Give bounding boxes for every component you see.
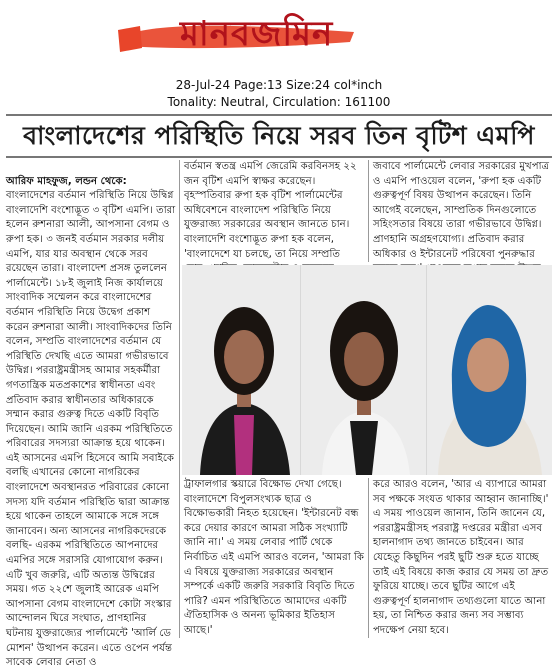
article-column-1-text: বাংলাদেশের বর্তমান পরিস্থিতি নিয়ে উদ্বিগ্ন বাংলাদেশি বংশোদ্ভূত ৩ বৃটিশ এমপি। তারা হলেন রুশনারা আলী, আপসানা বেগম ও রুপা হক। ৩ জনই বর্তমান সরকার দলীয় এমপি, যার যার অবস্থান থেকে সরব রয়েছেন তারা। বাংলাদেশ প্রসঙ্গ তুললেন পার্লামেন্টে। ১৮ই জুলাই নিজ কার্যালয়ে সাংবাদিক সম্মেলন করে বাংলাদেশের বর্তমান পরিস্থিতি নিয়ে উদ্বেগ প্রকাশ করেন রুশনারা আলী। সাংবাদিকদের তিনি বলেন, সম্প্রতি বাংলাদেশের বর্তমান যে পরিস্থিতি দেখছি এতে আমরা গভীরভাবে উদ্বিগ্ন। পররাষ্ট্রমন্ত্রীসহ আমার সহকর্মীরা গণতান্ত্রিক মতপ্রকাশের স্বাধীনতা এবং প্রতিবাদ করার স্বাধীনতার অধিকারকে সম্মান করার গুরুত্ব দিতে একটি বিবৃতি দিয়েছেন। আমি জানি এরকম পরিস্থিতিতে পরিবারের সদস্যরা আক্রান্ত হয়ে থাকেন। এই আসনের এমপি হিসেবে আমি সবাইকে বলছি এখানের কোনো নাগরিকের বাংলাদেশে অবস্থানরত পরিবারের কোনো সদস্য যদি বর্তমান পরিস্থিতি দ্বারা আক্রান্ত হয়ে থাকেন তাহলে আমাকে সঙ্গে সঙ্গে জানাবেন। অন্য আসনের নাগরিকদেরকে বলছি- এরকম পরিস্থিতিতে আপনাদের এমপির সঙ্গে সরাসরি যোগাযোগ করুন। এটি খুব জরুরি, এটি অত্যন্ত উদ্বিগ্নের সময়। গত ২২শে জুলাই আরেক এমপি আপসানা বেগম বাংলাদেশে কোটা সংস্কার আন্দোলন ঘিরে সংঘাত, প্রাণহানির ঘটনায় যুক্তরাজ্যের পার্লামেন্টে 'আর্লি ডে মোশন' উত্থাপন করেন। এতে ওপেন পর্যন্ত সাবেক লেবার নেতা ও: [6, 190, 176, 669]
article-headline: বাংলাদেশের পরিস্থিতি নিয়ে সরব তিন বৃটিশ এমপি: [23, 121, 535, 150]
newspaper-logo: মানবজমিন: [180, 14, 334, 54]
article-column-2-upper: বর্তমান স্বতন্ত্র এমপি জেরেমি করবিনসহ ২২ জন বৃটিশ এমপি স্বাক্ষর করেছেন। বৃহস্পতিবার রুপা হক বৃটিশ পার্লামেন্টের অধিবেশনে বাংলাদেশ পরিস্থিতি নিয়ে যুক্তরাজ্য সরকারের অবস্থান জানতে চান। বাংলাদেশি বংশোদ্ভূত রুপা হক বলেন, 'বাংলাদেশে যা চলছে, তা নিয়ে সম্প্রতি: [184, 161, 357, 260]
article-column-3-lower: করে আরও বলেন, 'আর এ ব্যাপারে আমরা সব পক্ষকে সংযত থাকার আহ্বান জানাচ্ছি।' এ সময় পাওয়েল জানান, তিনি জানেন যে, পররাষ্ট্রমন্ত্রীসহ পররাষ্ট্র দপ্তরের মন্ত্রীরা এসব হালনাগাদ তথ্য জানতে চাইবেন। আর যেহেতু কিছুদিন পরই ছুটি শুরু হতে যাচ্ছে তাই এই বিষয়ে কাজ করার যে সময় তা দ্রুত ফুরিয়ে যাচ্ছে। তবে ছুটির আগে এই গুরুত্বপূর্ণ হালনাগাদ তথ্যগুলো যাতে আনা হয়, তা নিশ্চিত করার জন্য সব সম্ভাব্য পদক্ষেপ নেয়া হবে।: [373, 479, 549, 636]
article-column-3-upper: জবাবে পার্লামেন্টে লেবার সরকারের মুখপাত্র ও এমপি পাওয়েল বলেন, 'রুপা হক একটি গুরুত্বপূর্ণ বিষয় উত্থাপন করেছেন। তিনি আগেই বলেছেন, সাম্প্রতিক দিনগুলোতে সহিংসতার বিষয়ে তারা গভীরভাবে উদ্বিগ্ন। প্রাণহানি অগ্রহণযোগ্য। প্রতিবাদ করার অধিকার ও ইন্টারনেট পরিষেবা পুনরুদ্ধার: [373, 161, 550, 260]
clipping-info-line-1: 28-Jul-24 Page:13 Size:24 col*inch: [175, 78, 383, 92]
column-divider-2-lower: [368, 478, 369, 638]
headline-bottom-rule: [6, 156, 552, 158]
article-byline: আরিফ মাহফুজ, লন্ডন থেকে:: [6, 175, 127, 187]
photo-illustration: [182, 265, 552, 475]
masthead: [0, 0, 558, 70]
article-column-1: [6, 160, 176, 669]
column-divider-1: [179, 160, 180, 638]
article-column-2-lower: ট্রাফালগার স্কয়ারে বিক্ষোভ দেখা গেছে। বাংলাদেশে বিপুলসংখ্যক ছাত্র ও বিক্ষোভকারী নিহত হয়েছেন। 'ইন্টারনেট বন্ধ করে দেয়ার কারণে আমরা সঠিক সংখ্যাটি জানি না।' এ সময় লেবার পার্টি থেকে নির্বাচিত এই এমপি আরও বলেন, 'আমরা কি এ বিষয়ে যুক্তরাজ্য সরকারের অবস্থান সম্পর্কে একটি জরুরি সরকারি বিবৃতি দিতে পারি? এমন পরিস্থিতিতে আমাদের একটি ঐতিহাসিক ও অনন্য ভূমিকার ইতিহাস আছে।': [184, 479, 364, 636]
article-photo: [182, 265, 552, 475]
clipping-info-line-2: Tonality: Neutral, Circulation: 161100: [167, 95, 391, 109]
column-divider-2-upper: [368, 160, 369, 262]
